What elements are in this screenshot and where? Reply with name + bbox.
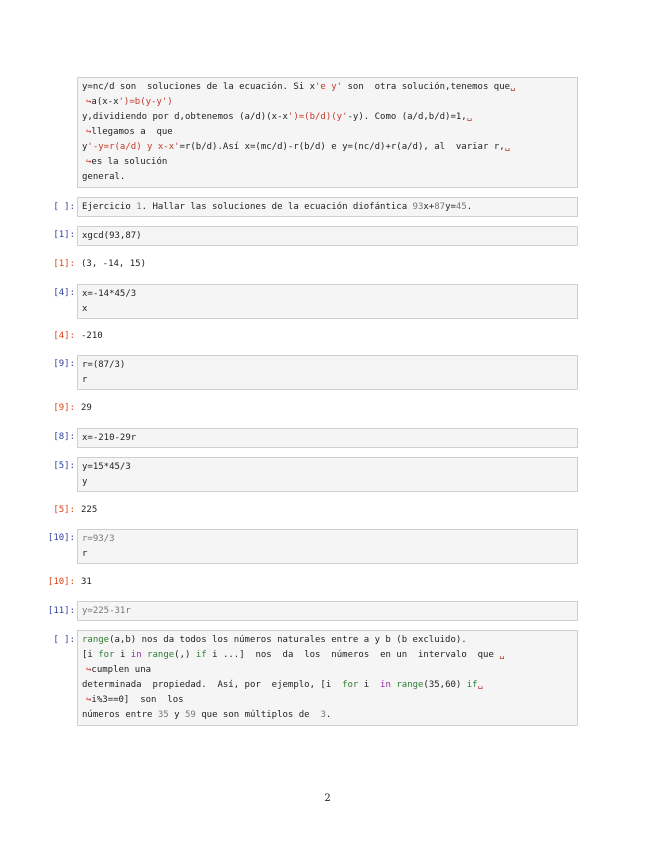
code-line: y=15*45/3 [82,462,131,472]
markdown-cell-range-explanation[interactable] [77,630,578,726]
cell-prompt: [9]: [53,359,75,369]
output-text: 29 [81,403,92,413]
exercise-text: Ejercicio 1. Hallar las soluciones de la ecuación diofántica 93x+87y=45. [82,202,473,212]
output-prompt: [1]: [53,259,75,269]
page-number: 2 [324,793,331,804]
code-line: y [82,477,88,487]
code-cell-x[interactable] [77,284,578,319]
text-line: y'-y=r(a/d) y x-x'=r(b/d).Así x=(mc/d)-r(b/d) e y=(nc/d)+r(a/d), al variar r,␣ [82,142,511,152]
output-prompt: [9]: [53,403,75,413]
text-line: general. [82,172,126,182]
cell-prompt: [1]: [53,230,75,240]
code-line: r=93/3 [82,534,115,544]
text-line: números entre 35 y 59 que son múltiplos de 3. [82,710,332,720]
output-prompt: [4]: [53,331,75,341]
output-prompt: [10]: [47,577,75,587]
code-cell-y-general[interactable] [77,601,578,621]
code-cell-y[interactable] [77,457,578,492]
code-line: x=-210-29r [82,433,137,443]
text-line: ↪cumplen una [86,665,152,675]
code-line: xgcd(93,87) [82,231,142,241]
output-text: 31 [81,577,92,587]
text-line: y=nc/d son soluciones de la ecuación. Si x'e y' son otra solución,tenemos que␣ [82,82,516,92]
code-cell-xgcd[interactable] [77,226,578,246]
code-cell-r[interactable] [77,355,578,390]
cell-prompt: [ ]: [53,635,75,645]
code-line: r=(87/3) [82,360,126,370]
text-line: ↪llegamos a que [86,127,173,137]
code-line: x [82,304,88,314]
text-line: ↪es la solución [86,157,168,167]
code-cell-r2[interactable] [77,529,578,564]
text-line: ↪i%3==0] son los [86,695,184,705]
cell-prompt: [8]: [53,432,75,442]
code-line: r [82,375,88,385]
code-line: r [82,549,88,559]
output-text: -210 [81,331,103,341]
text-line: range(a,b) nos da todos los números naturales entre a y b (b excluido). [82,635,467,645]
cell-prompt: [11]: [47,606,75,616]
code-cell-x-general[interactable] [77,428,578,448]
cell-prompt: [5]: [53,461,75,471]
output-text: 225 [81,505,98,515]
output-text: (3, -14, 15) [81,259,147,269]
markdown-cell-exercise[interactable] [77,197,578,217]
markdown-cell-solution-text[interactable] [77,77,578,188]
cell-prompt: [4]: [53,288,75,298]
text-line: y,dividiendo por d,obtenemos (a/d)(x-x')=(b/d)(y'-y). Como (a/d,b/d)=1,␣ [82,112,473,122]
text-line: ↪a(x-x')=b(y-y') [86,97,173,107]
output-prompt: [5]: [53,505,75,515]
text-line: determinada propiedad. Así, por ejemplo, [i for i in range(35,60) if␣ [82,680,484,690]
cell-prompt: [10]: [47,533,75,543]
text-line: [i for i in range(,) if i ...] nos da los números en un intervalo que ␣ [82,650,505,660]
code-line: x=-14*45/3 [82,289,137,299]
code-line: y=225-31r [82,606,131,616]
cell-prompt: [ ]: [53,202,75,212]
